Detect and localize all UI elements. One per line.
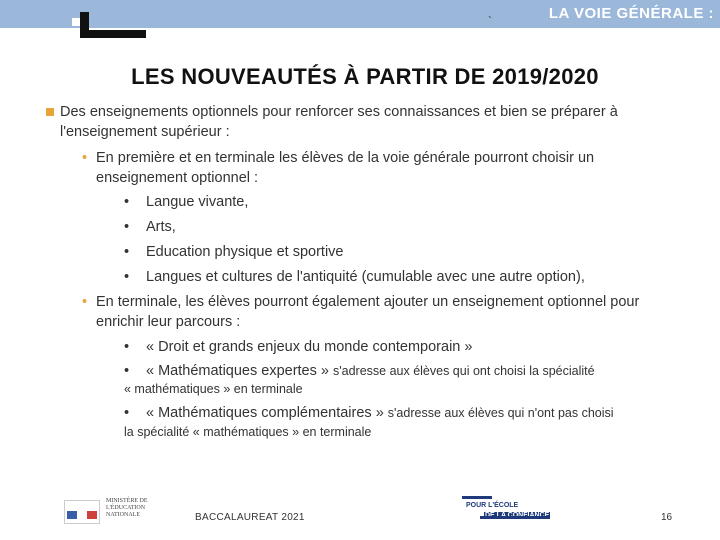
slide-title: LES NOUVEAUTÉS À PARTIR DE 2019/2020 [131,64,599,89]
bullet-dot-icon: • [124,363,130,379]
list-item-continuation: la spécialité « mathématiques » en terminale [124,425,372,439]
header-mark: ` [488,14,492,28]
ministry-logo [64,496,160,526]
intro-paragraph: Des enseignements optionnels pour renforcer ses connaissances et bien se préparer à l'enseignement supérieur : [60,104,618,140]
section2-text: En terminale, les élèves pourront également ajouter un enseignement optionnel pour enrichir leur parcours : [96,294,640,330]
section1-text: En première et en terminale les élèves de la voie générale pourront choisir un enseignement optionnel : [96,150,595,186]
bullet-dot-icon: • [82,150,88,166]
list-item: • « Mathématiques expertes » s'adresse aux élèves qui ont choisi la spécialité [124,363,595,379]
section-premiere-terminale [82,148,676,188]
bullet-dot-icon: • [124,339,130,355]
marianne-flag-icon [64,500,100,524]
header-bar [0,0,720,28]
header-title: LA VOIE GÉNÉRALE : [548,5,714,22]
corner-logo-square [72,18,80,26]
footer-label: BACCALAUREAT 2021 [195,512,305,523]
ecole-confiance-logo: POUR L'ÉCOLE [458,496,554,524]
corner-logo-horizontal [80,30,146,38]
square-bullet-icon [46,108,54,116]
bullet-dot-icon: • [124,405,130,421]
bullet-dot-icon: • [124,269,130,285]
section-terminale [82,292,676,332]
list-item: • « Mathématiques complémentaires » s'adresse aux élèves qui n'ont pas choisi [124,405,614,421]
list-item: • Education physique et sportive [124,244,344,260]
bullet-dot-icon: • [124,194,130,210]
bullet-dot-icon: • [82,294,88,310]
list-item-continuation: « mathématiques » en terminale [124,382,303,396]
ministry-text: MINISTÈRE DE L'ÉDUCATION NATIONALE [106,498,148,518]
page-number: 16 [661,512,673,523]
list-item: • Langue vivante, [124,194,249,210]
bullet-dot-icon: • [124,244,130,260]
bullet-dot-icon: • [124,219,130,235]
list-item: • Arts, [124,219,176,235]
list-item: • « Droit et grands enjeux du monde contemporain » [124,339,473,355]
list-item: • Langues et cultures de l'antiquité (cumulable avec une autre option), [124,269,585,285]
